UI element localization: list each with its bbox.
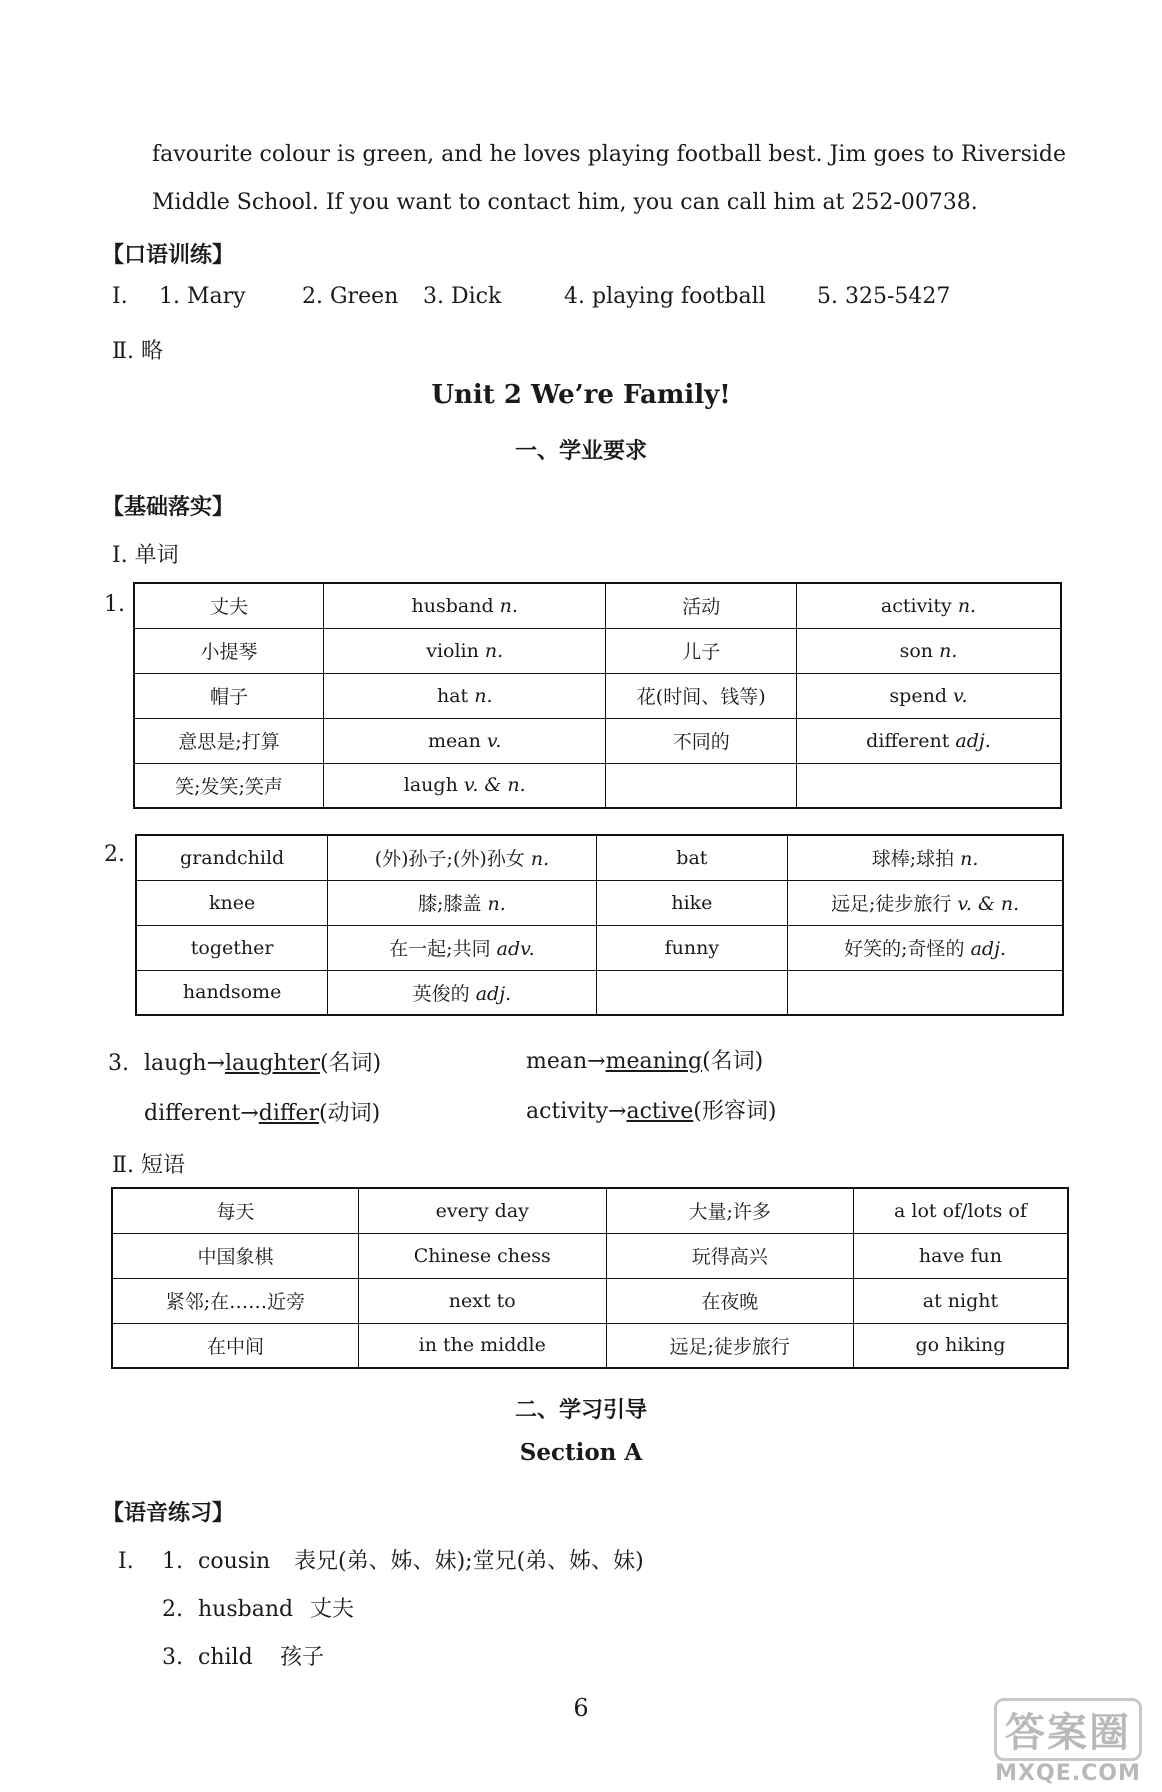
watermark — [994, 1698, 1142, 1786]
cn-cell: 活动 — [606, 583, 797, 628]
derivative-base: different→ — [144, 1101, 259, 1126]
pron-word: husband — [198, 1597, 294, 1622]
pron-word: cousin — [198, 1549, 271, 1574]
cn-cell: (外)孙子;(外)孙女 n. — [328, 835, 596, 880]
cn-cell: 小提琴 — [134, 628, 324, 673]
table-row — [134, 628, 1061, 673]
en-cell: knee — [136, 880, 328, 925]
cn-cell: 膝;膝盖 n. — [328, 880, 596, 925]
pron-meaning: 表兄(弟、姊、妹);堂兄(弟、姊、妹) — [294, 1549, 644, 1574]
cn-cell: 花(时间、钱等) — [606, 673, 797, 718]
cn-cell — [788, 970, 1063, 1015]
en-cell: husband n. — [324, 583, 606, 628]
derivative-answer: meaning — [605, 1049, 703, 1074]
cn-cell: 笑;发笑;笑声 — [134, 763, 324, 808]
table-row — [134, 673, 1061, 718]
cn-cell: 球棒;球拍 n. — [788, 835, 1063, 880]
table-row — [112, 1188, 1068, 1233]
cn-cell: 英俊的 adj. — [328, 970, 596, 1015]
en-cell: bat — [596, 835, 788, 880]
table-row — [112, 1323, 1068, 1368]
oral-heading: 【口语训练】 — [102, 243, 235, 268]
cn-cell: 每天 — [112, 1188, 358, 1233]
phrases-heading: Ⅱ. 短语 — [112, 1153, 185, 1178]
part-one-title: 一、学业要求 — [514, 439, 647, 464]
derivatives-row-1 — [108, 1046, 381, 1077]
derivative-answer: active — [626, 1099, 694, 1124]
vocab-table-1 — [133, 582, 1062, 809]
cn-cell: 玩得高兴 — [606, 1233, 853, 1278]
pron-num: 3. — [162, 1645, 183, 1670]
en-cell: Chinese chess — [358, 1233, 606, 1278]
en-cell: funny — [596, 925, 788, 970]
pron-word: child — [198, 1645, 253, 1670]
derivative-answer: differ — [258, 1101, 320, 1126]
part-two-title: 二、学习引导 — [514, 1398, 647, 1423]
oral-answer-5: 5. 325-5427 — [817, 284, 951, 309]
derivative-answer: laughter — [225, 1051, 320, 1076]
unit-title: Unit 2 We’re Family! — [431, 380, 731, 410]
en-cell: grandchild — [136, 835, 328, 880]
cn-cell: 大量;许多 — [606, 1188, 853, 1233]
oral-answer-2: 2. Green — [302, 284, 399, 309]
cn-cell: 紧邻;在……近旁 — [112, 1278, 358, 1323]
table2-label: 2. — [104, 842, 125, 867]
cn-cell: 远足;徒步旅行 — [606, 1323, 853, 1368]
derivative-note: (名词) — [319, 1051, 382, 1076]
basics-heading: 【基础落实】 — [102, 495, 235, 520]
table-row — [136, 835, 1063, 880]
table-row — [112, 1233, 1068, 1278]
derivative-note: (形容词) — [693, 1099, 777, 1124]
en-cell: handsome — [136, 970, 328, 1015]
oral-answers — [112, 284, 950, 309]
oral-roman-two: Ⅱ. 略 — [112, 339, 163, 364]
pron-num: 2. — [162, 1597, 183, 1622]
cn-cell: 在夜晚 — [606, 1278, 853, 1323]
en-cell: different adj. — [797, 718, 1062, 763]
cn-cell: 远足;徒步旅行 v. & n. — [788, 880, 1063, 925]
en-cell: hat n. — [324, 673, 606, 718]
derivative-note: (动词) — [319, 1101, 381, 1126]
en-cell: every day — [358, 1188, 606, 1233]
page-number: 6 — [573, 1694, 589, 1722]
oral-answer-4: 4. playing football — [564, 284, 766, 309]
cn-cell: 好笑的;奇怪的 adj. — [788, 925, 1063, 970]
vocab-table-2 — [135, 834, 1064, 1016]
table-row — [136, 925, 1063, 970]
en-cell: at night — [853, 1278, 1068, 1323]
derivative-base: mean→ — [526, 1049, 606, 1074]
paragraph-line-2: Middle School. If you want to contact him, you can call him at 252-00738. — [152, 190, 978, 215]
table1-label: 1. — [104, 592, 125, 617]
pron-meaning: 孩子 — [280, 1645, 325, 1670]
words-heading: Ⅰ. 单词 — [112, 543, 179, 568]
en-cell: spend v. — [797, 673, 1062, 718]
cn-cell: 意思是;打算 — [134, 718, 324, 763]
en-cell: a lot of/lots of — [853, 1188, 1068, 1233]
cn-cell: 丈夫 — [134, 583, 324, 628]
derivatives-row-2b — [526, 1094, 776, 1125]
en-cell: activity n. — [797, 583, 1062, 628]
table-row — [134, 763, 1061, 808]
derivative-base: laugh→ — [144, 1051, 226, 1076]
watermark-url: MXQE.COM — [995, 1761, 1141, 1786]
cn-cell — [606, 763, 797, 808]
en-cell: have fun — [853, 1233, 1068, 1278]
table-row — [136, 970, 1063, 1015]
en-cell: go hiking — [853, 1323, 1068, 1368]
phrases-table — [111, 1187, 1069, 1369]
cn-cell: 儿子 — [606, 628, 797, 673]
en-cell: son n. — [797, 628, 1062, 673]
en-cell — [797, 763, 1062, 808]
pron-item-1 — [118, 1544, 644, 1575]
roman-one: Ⅰ. — [112, 284, 128, 309]
pron-meaning: 丈夫 — [310, 1597, 355, 1622]
cn-cell: 帽子 — [134, 673, 324, 718]
table-row — [134, 583, 1061, 628]
table-row — [134, 718, 1061, 763]
en-cell: violin n. — [324, 628, 606, 673]
derivative-note: (名词) — [702, 1049, 764, 1074]
table-row — [112, 1278, 1068, 1323]
section-title: Section A — [519, 1439, 643, 1466]
derivatives-row-2 — [144, 1096, 380, 1127]
derivatives-row-1b — [526, 1044, 763, 1075]
cn-cell: 中国象棋 — [112, 1233, 358, 1278]
derivative-base: activity→ — [526, 1099, 627, 1124]
pron-item-2 — [162, 1592, 354, 1623]
en-cell — [596, 970, 788, 1015]
table-row — [136, 880, 1063, 925]
en-cell: next to — [358, 1278, 606, 1323]
cn-cell: 在中间 — [112, 1323, 358, 1368]
oral-answer-3: 3. Dick — [423, 284, 502, 309]
pron-item-3 — [162, 1640, 324, 1671]
paragraph-line-1: favourite colour is green, and he loves playing football best. Jim goes to Riverside — [152, 142, 1067, 167]
en-cell: mean v. — [324, 718, 606, 763]
en-cell: in the middle — [358, 1323, 606, 1368]
pron-heading: 【语音练习】 — [102, 1501, 235, 1526]
watermark-logo: 答案圈 — [994, 1698, 1142, 1761]
oral-answer-1: 1. Mary — [159, 284, 246, 309]
pron-num: 1. — [162, 1549, 183, 1574]
cn-cell: 在一起;共同 adv. — [328, 925, 596, 970]
en-cell: laugh v. & n. — [324, 763, 606, 808]
pron-roman: Ⅰ. — [118, 1549, 134, 1574]
derivatives-num: 3. — [108, 1051, 129, 1076]
en-cell: together — [136, 925, 328, 970]
cn-cell: 不同的 — [606, 718, 797, 763]
en-cell: hike — [596, 880, 788, 925]
